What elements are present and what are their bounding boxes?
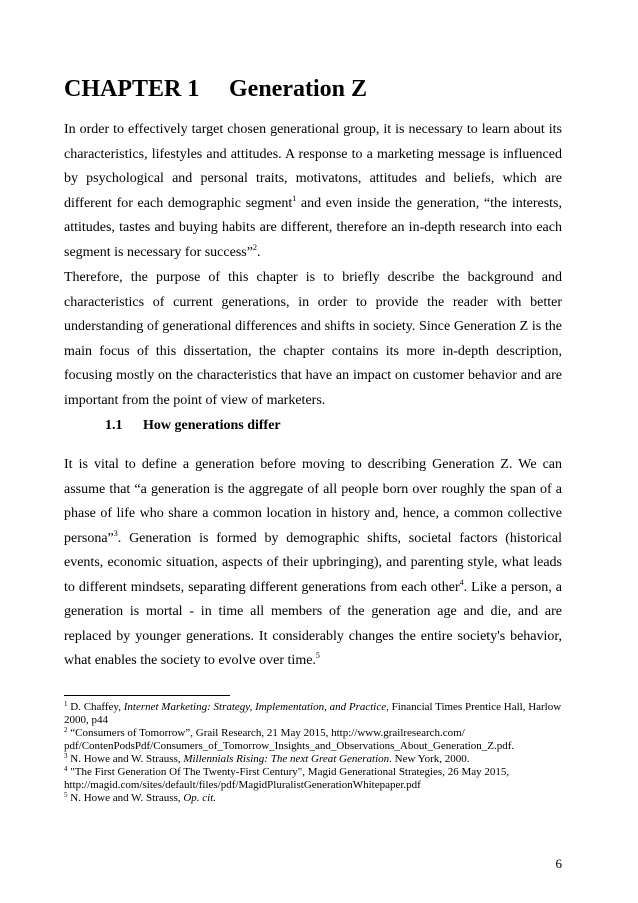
footnote-5-title: Op. cit. — [183, 792, 217, 804]
definition-paragraph — [64, 453, 562, 674]
footnote-2 — [64, 727, 564, 753]
purpose-paragraph: Therefore, the purpose of this chapter is to briefly describe the background and characteristics of current generations, in order to provide the reader with better understanding of generational differences and shifts in society. Since Generation Z is the main focus of this dissertation, the chapter contains its more in-depth description, focusing mostly on the characteristics that have an impact on customer behavior and are important from the point of view of marketers. — [64, 270, 562, 408]
footnote-3 — [64, 753, 564, 766]
footnote-4-text[interactable]: "The First Generation Of The Twenty-First Century", Magid Generational Strategies, 26 May 2015, http://magid.com/sites/default/files/pdf/MagidPluralistGenerationWhitepaper.pdf — [64, 766, 510, 791]
footnote-5 — [64, 792, 564, 805]
footnote-divider — [64, 695, 230, 696]
footnote-1-rest: , Financial Times Prentice Hall, Harlow 2000, p44 — [64, 701, 562, 726]
chapter-title: Generation Z — [229, 76, 367, 102]
section-number: 1.1 — [105, 418, 123, 433]
footnote-1-number: 1 — [64, 700, 68, 708]
page-number: 6 — [555, 856, 562, 871]
footnote-ref-5[interactable]: 5 — [315, 651, 320, 660]
footnote-1 — [64, 701, 564, 727]
intro-text-b: and even inside the generation, “the interests, attitudes, tastes and buying habits are different, therefore an in-depth research into each segment is necessary for success” — [64, 195, 562, 260]
footnote-3-rest: . New York, 2000. — [389, 753, 470, 765]
footnote-1-title: Internet Marketing: Strategy, Implementation, and Practice — [123, 701, 387, 713]
definition-text-b: . Generation is formed by demographic shifts, societal factors (historical events, economic situation, aspects of their upbringing), and parenting style, what leads to different mindsets, separating different generations from each other — [64, 530, 562, 595]
footnote-ref-4[interactable]: 4 — [459, 577, 464, 587]
definition-text-c: . Like a person, a generation is mortal - in time all members of the generation age and die, and are replaced by younger generations. It considerably changes the entire society's behavior, what enables the society to evolve over time. — [64, 579, 562, 668]
footnote-3-title: Millennials Rising: The next Great Generation — [183, 753, 390, 765]
footnote-2-text[interactable]: “Consumers of Tomorrow”, Grail Research, 21 May 2015, http://www.grailresearch.com/ pdf/ContenPodsPdf/Consumers_of_Tomorrow_Insights_and_Observations_About_Generation_Z.pdf. — [64, 727, 515, 752]
intro-text-a: In order to effectively target chosen generational group, it is necessary to learn about its characteristics, lifestyles and attitudes. A response to a marketing message is influenced by psychological and personal traits, motivatons, attitudes and beliefs, which are different for each demographic segment — [64, 122, 562, 211]
footnote-2-number: 2 — [64, 726, 68, 734]
footnote-4 — [64, 766, 564, 792]
footnote-4-number: 4 — [64, 765, 68, 773]
footnote-ref-2[interactable]: 2 — [252, 242, 257, 252]
footnote-3-author: N. Howe and W. Strauss, — [67, 753, 184, 765]
intro-paragraph — [64, 118, 562, 265]
footnote-5-author: N. Howe and W. Strauss, — [67, 792, 184, 804]
definition-text-a: It is vital to define a generation before moving to describing Generation Z. We can assume that “a generation is the aggregate of all people born over roughly the span of a phase of life who share a common location in history and, hence, a common collective persona” — [64, 457, 562, 546]
section-title: How generations differ — [143, 418, 281, 433]
intro-text-c: . — [256, 244, 261, 260]
footnote-5-number: 5 — [64, 791, 68, 799]
footnotes — [64, 701, 564, 805]
footnote-ref-3[interactable]: 3 — [113, 528, 118, 538]
footnote-3-number: 3 — [64, 752, 68, 760]
section-heading — [105, 418, 281, 434]
chapter-heading — [64, 76, 367, 103]
footnote-1-author: D. Chaffey, — [67, 701, 124, 713]
chapter-number: CHAPTER 1 — [64, 76, 200, 102]
footnote-ref-1[interactable]: 1 — [292, 193, 297, 203]
